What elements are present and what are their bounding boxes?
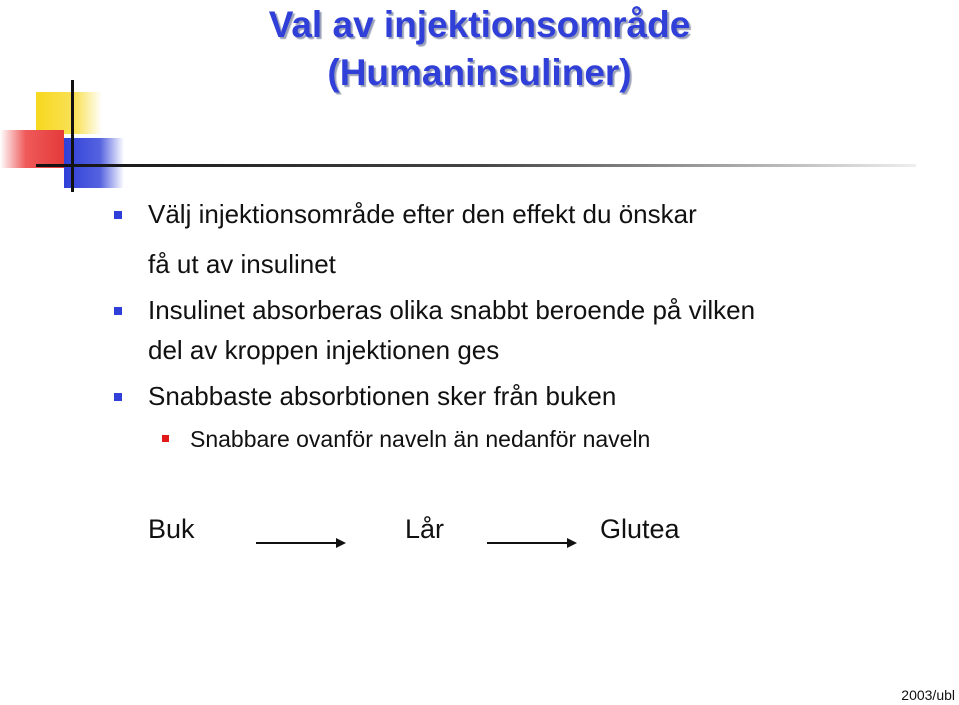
decoration-yellow-block bbox=[36, 92, 102, 134]
flow-step-glutea: Glutea bbox=[600, 514, 680, 544]
flow-step-lar: Lår bbox=[405, 514, 445, 544]
footer-label: 2003/ubl bbox=[901, 687, 955, 703]
decoration-horizontal-line bbox=[36, 164, 916, 167]
sub-bullet-1-text: Snabbare ovanför naveln än nedanför naveln bbox=[190, 426, 651, 452]
arrow-icon bbox=[487, 536, 577, 550]
bullet-1-line-2: få ut av insulinet bbox=[148, 249, 336, 279]
flow-step-buk: Buk bbox=[148, 514, 195, 544]
title-line-2: (Humaninsuliner) bbox=[327, 52, 632, 93]
arrow-icon bbox=[256, 536, 346, 550]
sub-bullet-marker-1 bbox=[162, 435, 169, 442]
title-line-1: Val av injektionsområde bbox=[268, 4, 691, 45]
bullet-marker-2 bbox=[114, 307, 122, 315]
bullet-3-line-1: Snabbaste absorbtionen sker från buken bbox=[148, 381, 617, 411]
bullet-marker-1 bbox=[114, 211, 122, 219]
bullet-marker-3 bbox=[114, 393, 122, 401]
decoration-red-block bbox=[0, 130, 64, 168]
bullet-2-line-2: del av kroppen injektionen ges bbox=[148, 335, 500, 365]
bullet-2-line-1: Insulinet absorberas olika snabbt beroende på vilken bbox=[148, 295, 756, 325]
decoration-vertical-line bbox=[71, 80, 74, 192]
bullet-1-line-1: Välj injektionsområde efter den effekt du önskar bbox=[148, 199, 697, 229]
